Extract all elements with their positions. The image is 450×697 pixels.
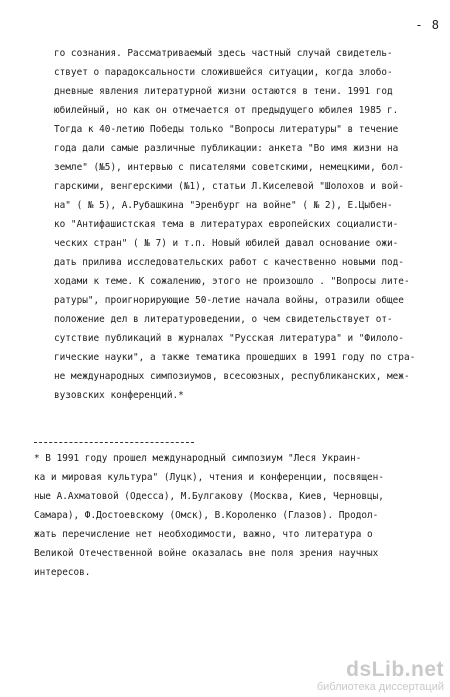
footnote-line: Великой Отечественной войне оказалась вне поля зрения научных [34,548,379,559]
text-line: не международных симпозиумов, всесоюзных, республиканских, меж- [54,371,410,382]
footnote-line: жать перечисление нет необходимости, важно, что литература о [34,529,373,540]
text-line: Тогда к 40-летию Победы только "Вопросы литературы" в течение [54,124,399,135]
text-line: ратуры", проигнорирующие 50-летие начала войны, отразили общее [54,295,404,306]
watermark [317,658,444,693]
text-line: ствует о парадоксальности сложившейся ситуации, когда злобо- [54,67,393,78]
footnote-separator [34,442,194,443]
text-line: ходами к теме. К сожалению, этого не произошло . "Вопросы лите- [54,276,410,287]
text-line: ко "Антифашистская тема в литературах европейских социалисти- [54,219,399,230]
watermark-subtitle: библиотека диссертаций [316,681,444,693]
text-line: дневные явления литературной жизни остаются в тени. 1991 год [54,86,393,97]
text-line: земле" (№5), интервью с писателями советскими, немецкими, бол- [54,162,404,173]
text-line: дать прилива исследовательских работ с качественно новыми под- [54,257,404,268]
main-text [54,44,424,405]
text-line: сутствие публикаций в журналах "Русская литература" и "Филоло- [54,333,404,344]
text-line: положение дел в литературоведении, о чем свидетельствует от- [54,314,393,325]
text-line: на" ( № 5), А.Рубашкина "Эренбург на войне" ( № 2), Е.Цыбен- [54,200,393,211]
text-line: юбилейный, но как он отмечается от предыдущего юбилея 1985 г. [54,105,399,116]
text-line: гические науки", а также тематика прошедших в 1991 году по стра- [54,352,416,363]
text-line: го сознания. Рассматриваемый здесь частный случай свидетель- [54,48,393,59]
text-line: гарскими, венгерскими (№1), статьи Л.Киселевой "Шолохов и вой- [54,181,404,192]
footnote [34,449,424,582]
footnote-line: ка и мировая культура" (Луцк), чтения и конференции, посвящен- [34,472,384,483]
text-line: вузовских конференций.* [54,390,184,401]
page-number: - 8 [415,18,440,32]
footnote-line: интересов. [34,567,91,578]
text-line: ческих стран" ( № 7) и т.п. Новый юбилей давал основание ожи- [54,238,399,249]
watermark-logo: dsLib.net [346,658,444,681]
footnote-line: * В 1991 году прошел международный симпозиум "Леся Украин- [34,453,362,464]
footnote-line: ные А.Ахматовой (Одесса), М.Булгакову (Москва, Киев, Черновцы, [34,491,384,502]
text-line: года дали самые различные публикации: анкета "Во имя жизни на [54,143,399,154]
footnote-line: Самара), Ф.Достоевскому (Омск), В.Короленко (Глазов). Продол- [34,510,379,521]
